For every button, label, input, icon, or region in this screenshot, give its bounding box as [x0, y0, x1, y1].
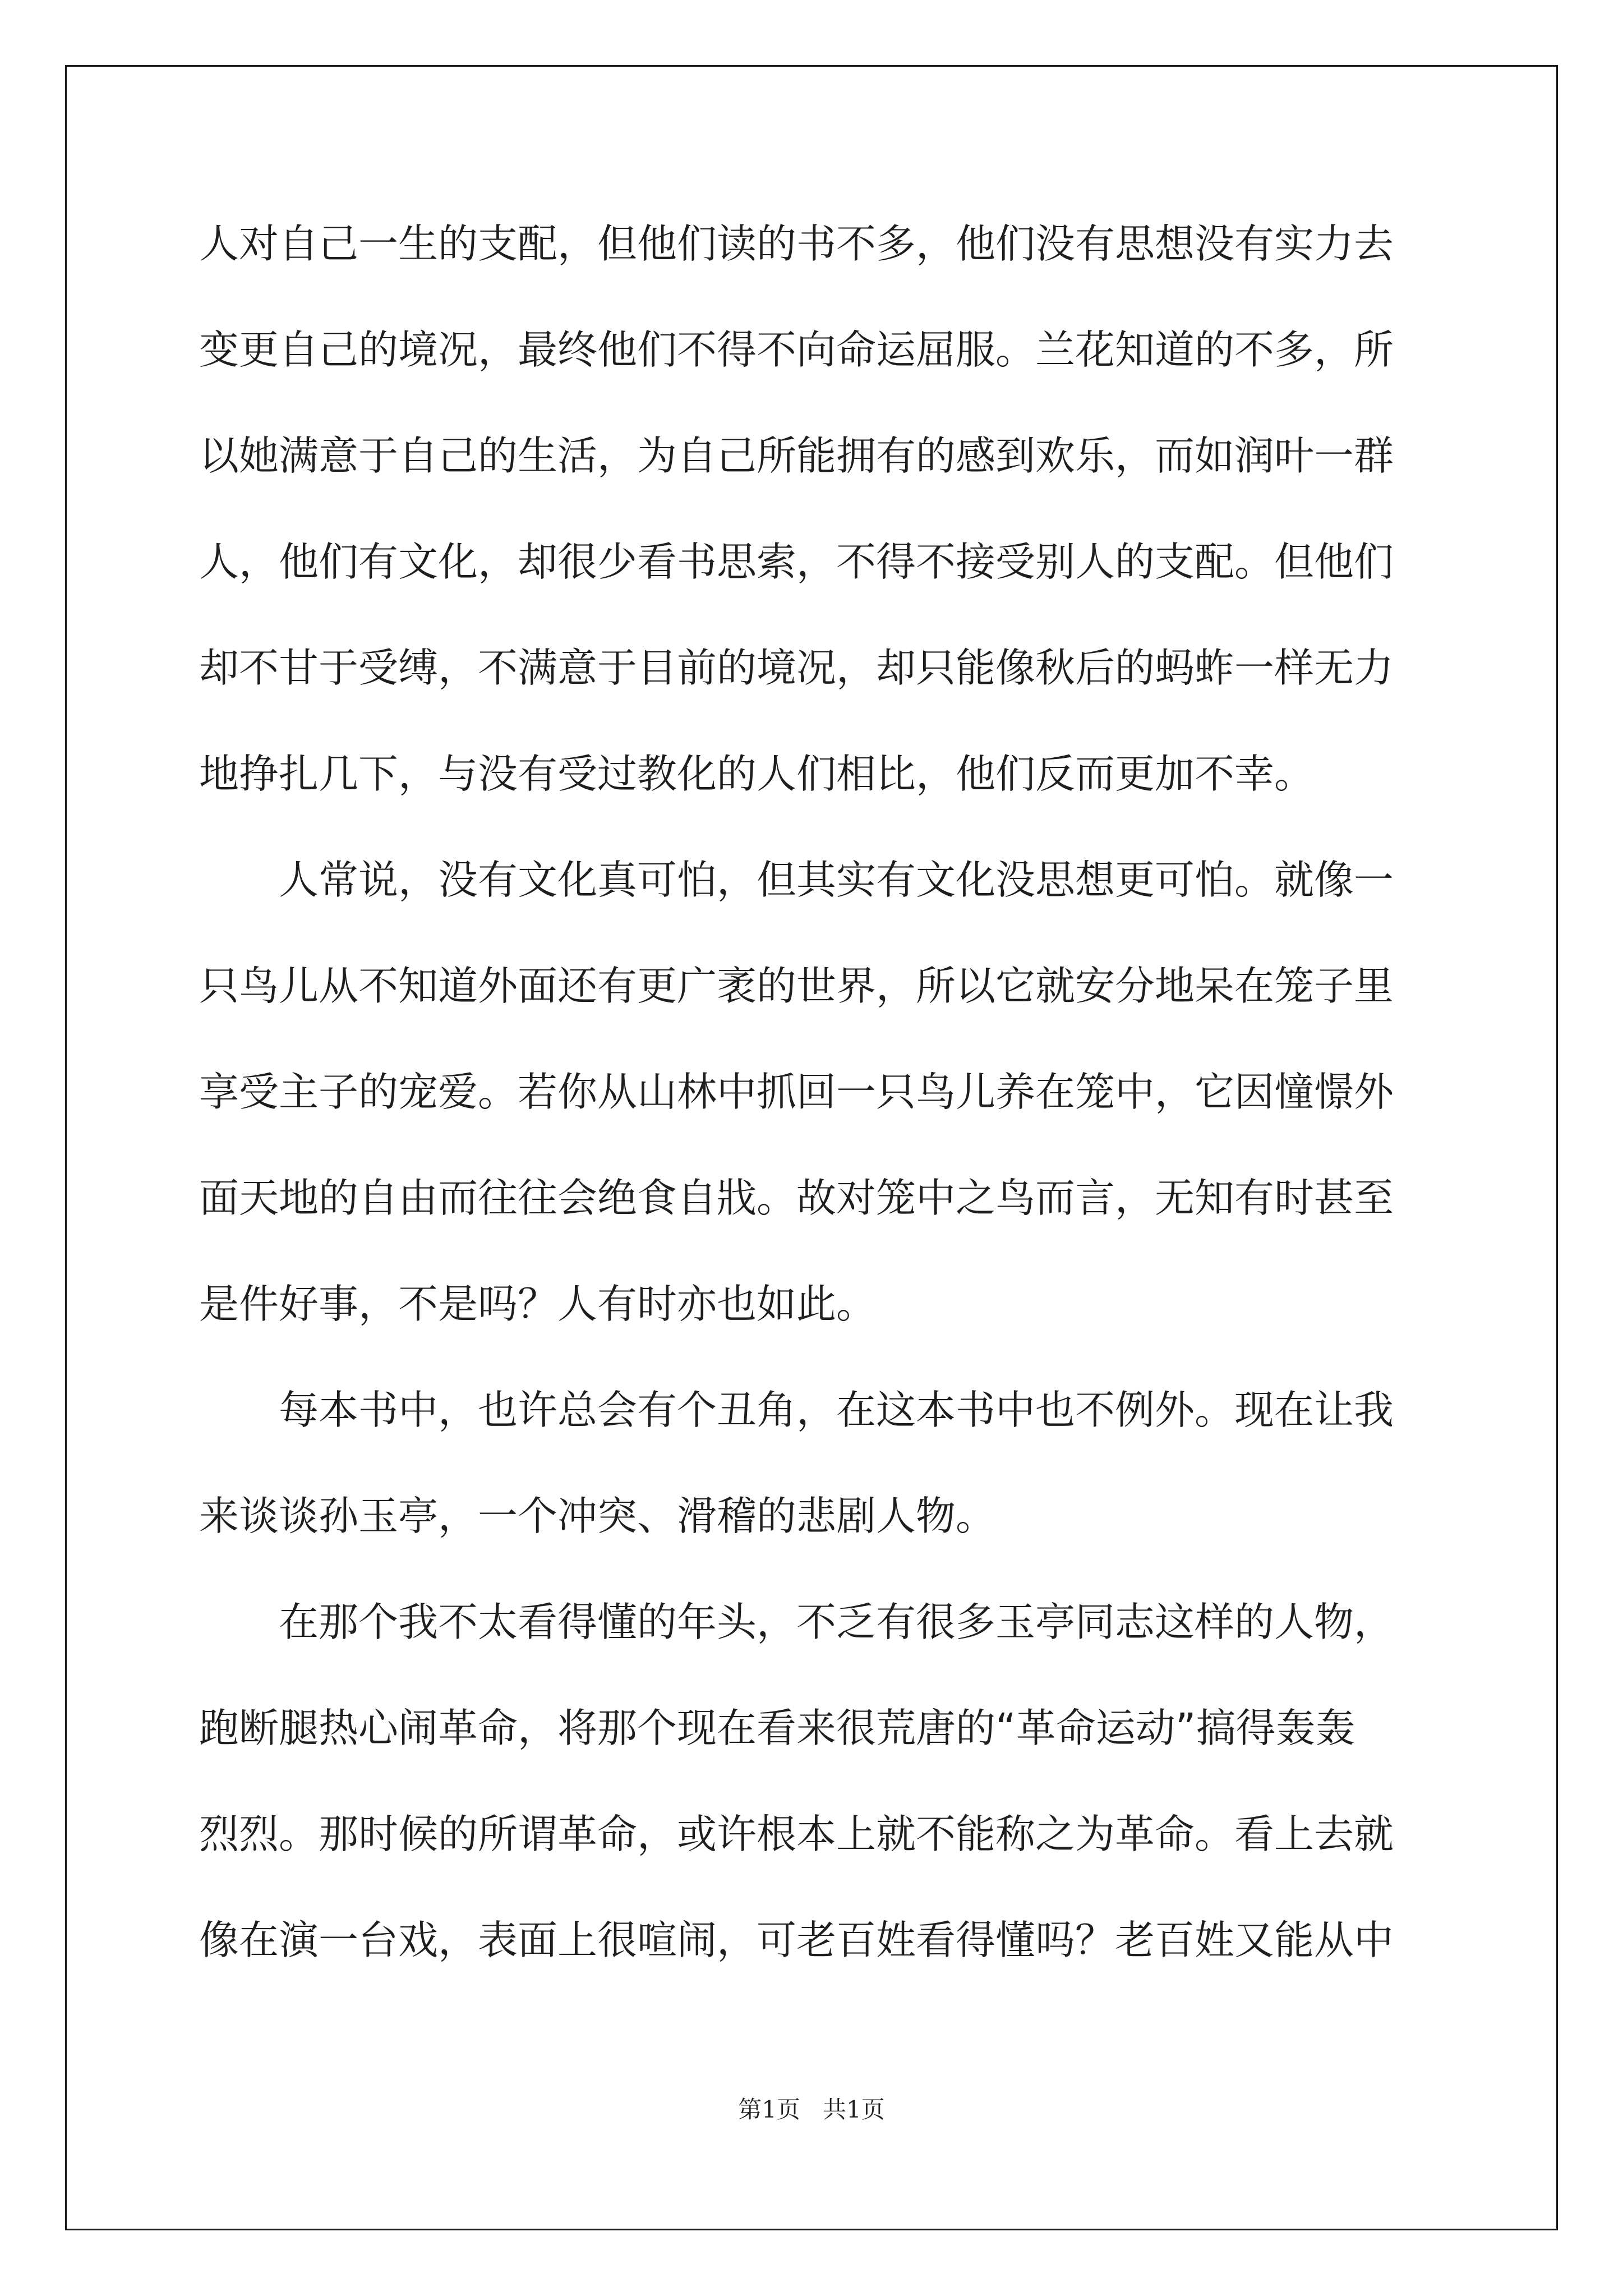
- page-total-label: 共1页: [823, 2096, 885, 2123]
- text-line: 在那个我不太看得懂的年头，不乏有很多玉亭同志这样的人物，: [279, 1599, 1394, 1645]
- text-line: 每本书中，也许总会有个丑角，在这本书中也不例外。现在让我: [279, 1387, 1394, 1433]
- text-line: 人，他们有文化，却很少看书思索，不得不接受别人的支配。但他们: [199, 539, 1394, 585]
- page-footer: [0, 2091, 1623, 2125]
- text-line: 地挣扎几下，与没有受过教化的人们相比，他们反而更加不幸。: [199, 751, 1315, 797]
- text-line: 享受主子的宠爱。若你从山林中抓回一只鸟儿养在笼中，它因憧憬外: [199, 1069, 1394, 1115]
- text-line: 变更自己的境况，最终他们不得不向命运屈服。兰花知道的不多，所: [199, 326, 1394, 373]
- text-line: 人常说，没有文化真可怕，但其实有文化没思想更可怕。就像一: [279, 857, 1394, 903]
- text-line: 是件好事，不是吗？人有时亦也如此。: [199, 1281, 877, 1327]
- text-line: 面天地的自由而往往会绝食自戕。故对笼中之鸟而言，无知有时甚至: [199, 1175, 1394, 1221]
- text-line: 烈烈。那时候的所谓革命，或许根本上就不能称之为革命。看上去就: [199, 1811, 1394, 1857]
- page-number-label: 第1页: [738, 2096, 800, 2123]
- text-line: 人对自己一生的支配，但他们读的书不多，他们没有思想没有实力去: [199, 220, 1394, 267]
- text-line: 像在演一台戏，表面上很喧闹，可老百姓看得懂吗？老百姓又能从中: [199, 1917, 1394, 1963]
- text-line: 以她满意于自己的生活，为自己所能拥有的感到欢乐，而如润叶一群: [199, 432, 1394, 479]
- document-body: [199, 214, 1427, 2017]
- text-line: 只鸟儿从不知道外面还有更广袤的世界，所以它就安分地呆在笼子里: [199, 963, 1394, 1009]
- text-line: 跑断腿热心闹革命，将那个现在看来很荒唐的“革命运动”搞得轰轰: [199, 1705, 1355, 1751]
- text-line: 却不甘于受缚，不满意于目前的境况，却只能像秋后的蚂蚱一样无力: [199, 645, 1394, 691]
- text-line: 来谈谈孙玉亭，一个冲突、滑稽的悲剧人物。: [199, 1493, 996, 1539]
